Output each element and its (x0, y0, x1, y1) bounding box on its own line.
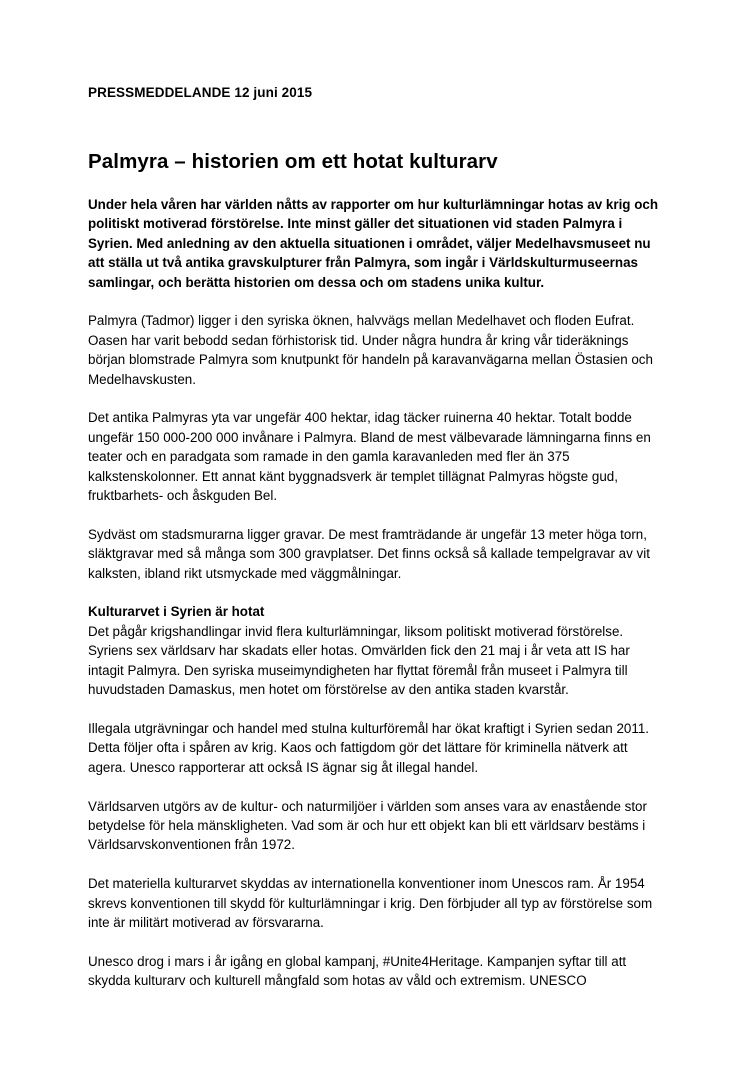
body-paragraph: Världsarven utgörs av de kultur- och naturmiljöer i världen som anses vara av enastående stor betydelse för hela mänskligheten. Vad som är och hur ett objekt kan bli ett världsarv bestäms i Världsarvskonventionen från 1972. (88, 798, 647, 853)
press-release-kicker: PRESSMEDDELANDE 12 juni 2015 (88, 85, 313, 100)
body-paragraph: Palmyra (Tadmor) ligger i den syriska öknen, halvvägs mellan Medelhavet och floden Eufrat. Oasen har varit bebodd sedan förhistorisk tid. Under några hundra år kring vår tideräknings början blomstrade Palmyra som knutpunkt för handeln på karavanvägarna mellan Östasien och Medelhavskusten. (88, 313, 653, 387)
body-paragraph: Det materiella kulturarvet skyddas av internationella konventioner inom Unescos ram. År 1954 skrevs konventionen till skydd för kulturlämningar i krig. Den förbjuder all typ av förstörelse som inte är militärt motiverad av försvararna. (88, 876, 653, 930)
body-paragraph: Unesco drog i mars i år igång en global kampanj, #Unite4Heritage. Kampanjen syftar till att skydda kulturarv och kulturell mångfald som hotas av våld och extremism. UNESCO (88, 953, 627, 989)
body-paragraph: Illegala utgrävningar och handel med stulna kulturföremål har ökat kraftigt i Syrien sedan 2011. Detta följer ofta i spåren av krig. Kaos och fattigdom gör det lättare för kriminella nätverk att agera. Unesco rapporterar att också IS ägnar sig åt illegal handel. (88, 720, 649, 775)
body-paragraph: Det pågår krigshandlingar invid flera kulturlämningar, liksom politiskt motiverad förstörelse. Syriens sex världsarv har skadats eller hotas. Omvärlden fick den 21 maj i år veta att IS har intagit Palmyra. Den syriska museimyndigheten har flyttat föremål från museet i Palmyra till huvudstaden Damaskus, men hotet om förstörelse av den antika staden kvarstår. (88, 623, 630, 698)
body-paragraph: Sydväst om stadsmurarna ligger gravar. De mest framträdande är ungefär 13 meter höga torn, släktgravar med så många som 300 gravplatser. Det finns också så kallade tempelgravar av vit kalksten, ibland rikt utsmyckade med väggmålningar. (88, 526, 650, 581)
page-title: Palmyra – historien om ett hotat kulturarv (88, 150, 498, 173)
body-paragraph: Det antika Palmyras yta var ungefär 400 hektar, idag täcker ruinerna 40 hektar. Totalt bodde ungefär 150 000-200 000 invånare i Palmyra. Bland de mest välbevarade lämningarna finns en teater och en paradgata som ramade in den gamla karavanleden med fler än 375 kalkstenskolonner. Ett annat känt byggnadsverk är templet tillägnat Palmyras högste gud, fruktbarhets- och åskguden Bel. (88, 410, 651, 504)
lead-paragraph: Under hela våren har världen nåtts av rapporter om hur kulturlämningar hotas av krig och politiskt motiverad förstörelse. Inte minst gäller det situationen vid staden Palmyra i Syrien. Med anledning av den aktuella situationen i området, väljer Medelhavsmuseet nu att ställa ut två antika gravskulpturer från Palmyra, som ingår i Världskulturmuseernas samlingar, och berätta historien om dessa och om stadens unika kultur. (88, 197, 658, 290)
section-heading: Kulturarvet i Syrien är hotat (88, 604, 265, 620)
